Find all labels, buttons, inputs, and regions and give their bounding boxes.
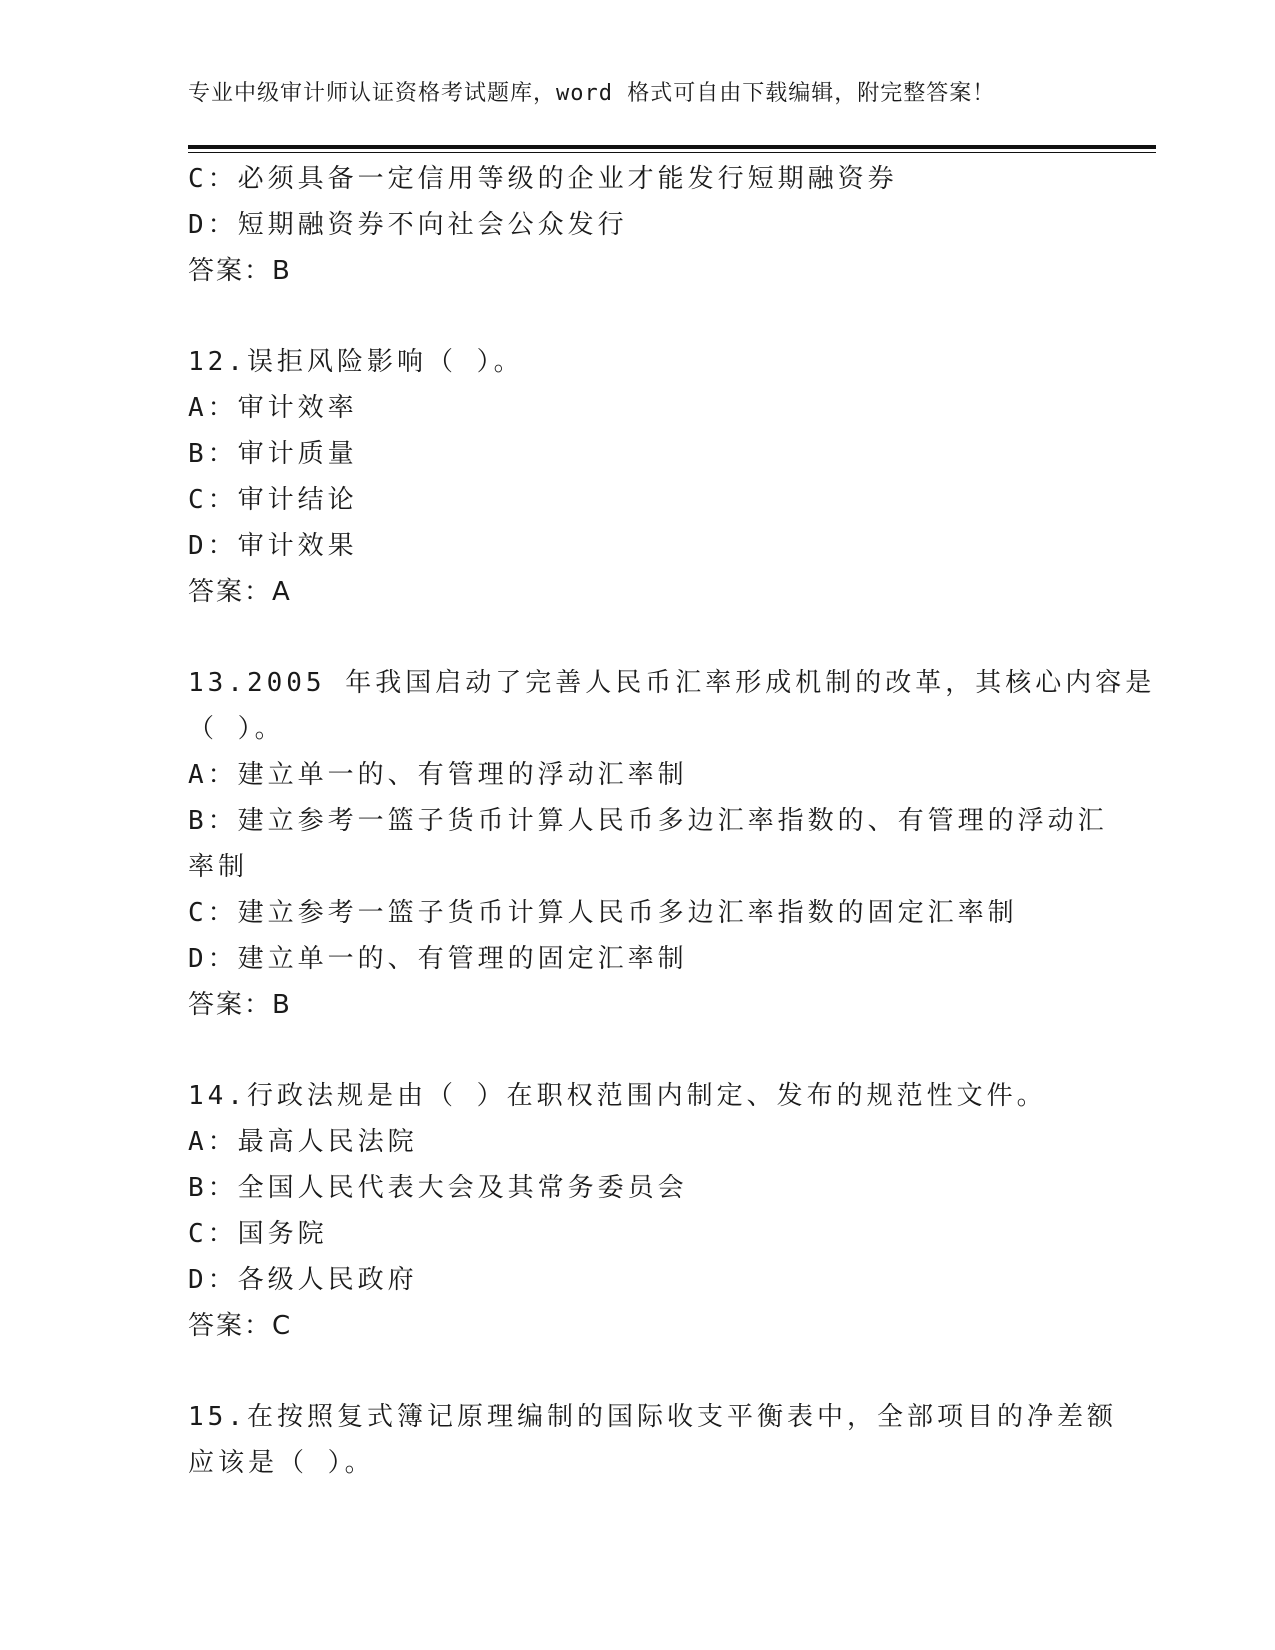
option-d: D：各级人民政府	[188, 1265, 418, 1295]
question-11	[188, 156, 1088, 294]
option-b: B：建立参考一篮子货币计算人民币多边汇率指数的、有管理的浮动汇	[188, 806, 1108, 836]
option-c: C：国务院	[188, 1219, 328, 1249]
spacer	[188, 615, 1088, 660]
option-a: A：建立单一的、有管理的浮动汇率制	[188, 760, 688, 790]
question-15	[188, 1394, 1117, 1486]
question-stem: 14.行政法规是由（ ）在职权范围内制定、发布的规范性文件。	[188, 1081, 1047, 1111]
header-rule-thin	[188, 152, 1156, 153]
answer: 答案：B	[188, 990, 292, 1020]
spacer	[188, 294, 1088, 339]
option-b: B：全国人民代表大会及其常务委员会	[188, 1173, 688, 1203]
question-stem: 12.误拒风险影响（ ）。	[188, 347, 524, 377]
header-rule-thick	[188, 145, 1156, 149]
question-13	[188, 660, 1156, 1028]
option-a: A：最高人民法院	[188, 1127, 418, 1157]
option-b-continued: 率制	[188, 852, 249, 882]
question-stem-continued: （ ）。	[188, 714, 285, 744]
answer: 答案：A	[188, 577, 292, 607]
option-c: C：建立参考一篮子货币计算人民币多边汇率指数的固定汇率制	[188, 898, 1018, 928]
option-c: C：必须具备一定信用等级的企业才能发行短期融资券	[188, 164, 898, 194]
option-d: D：建立单一的、有管理的固定汇率制	[188, 944, 688, 974]
question-12	[188, 339, 1088, 615]
option-d: D：审计效果	[188, 531, 358, 561]
option-b: B：审计质量	[188, 439, 358, 469]
question-stem-continued: 应该是（ ）。	[188, 1448, 375, 1478]
question-stem: 15.在按照复式簿记原理编制的国际收支平衡表中，全部项目的净差额	[188, 1402, 1117, 1432]
page-header: 专业中级审计师认证资格考试题库，word 格式可自由下载编辑，附完整答案！	[188, 81, 996, 106]
option-c: C：审计结论	[188, 485, 358, 515]
spacer	[188, 1349, 1088, 1394]
question-14	[188, 1073, 1088, 1349]
spacer	[188, 1028, 1088, 1073]
option-a: A：审计效率	[188, 393, 358, 423]
question-stem: 13.2005 年我国启动了完善人民币汇率形成机制的改革，其核心内容是	[188, 668, 1156, 698]
option-d: D：短期融资券不向社会公众发行	[188, 210, 628, 240]
question-list	[188, 156, 1156, 1486]
answer: 答案：C	[188, 1311, 293, 1341]
answer: 答案：B	[188, 256, 292, 286]
